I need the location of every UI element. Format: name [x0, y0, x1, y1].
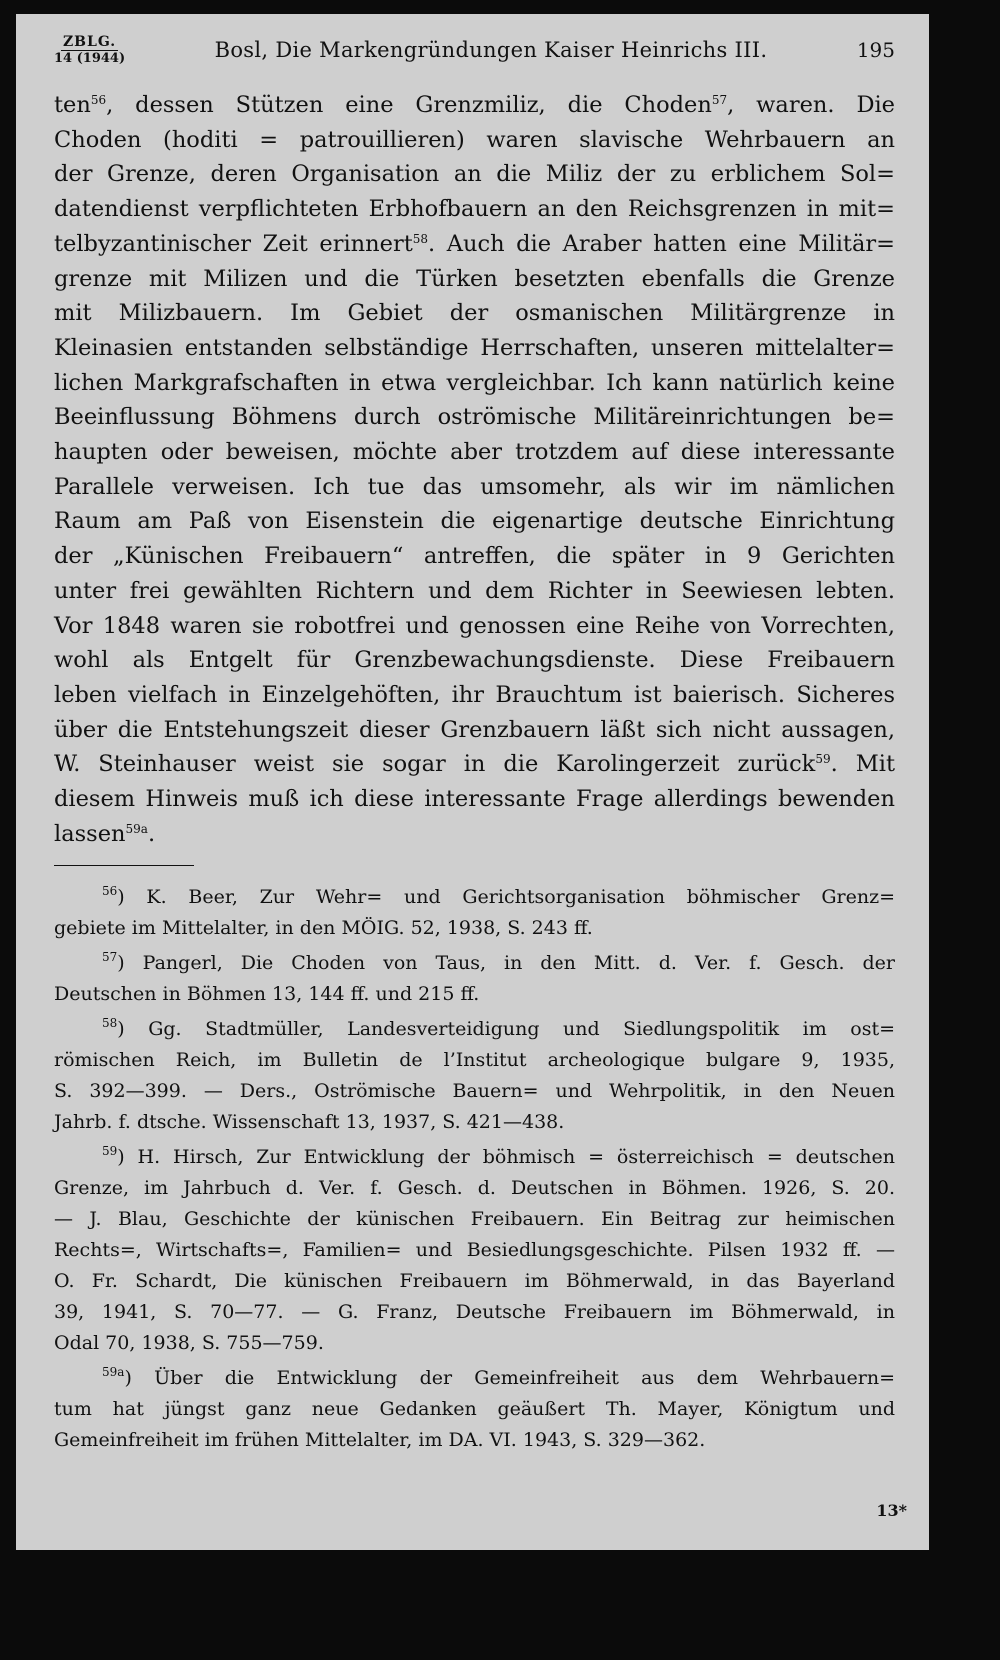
footnote-line — [54, 1266, 895, 1297]
footnote-line — [54, 1297, 895, 1328]
footnote-ref: 59a — [125, 821, 148, 836]
footnote-separator — [54, 865, 194, 866]
footnote-text: gebiete im Mittelalter, in den MÖIG. 52, 1938, S. 243 ff. — [54, 917, 593, 940]
body-line-text: ten — [54, 92, 91, 118]
body-line — [54, 747, 895, 782]
body-line — [54, 331, 895, 366]
footnote-number-value: 59 — [102, 1144, 118, 1159]
body-line — [54, 817, 895, 852]
footnote-line — [54, 1363, 895, 1394]
body-line-text: diesem Hinweis muß ich diese interessante Frage allerdings bewenden — [54, 786, 895, 813]
footnote-text: Pangerl, Die Choden von Taus, in den Mitt. d. Ver. f. Gesch. der — [142, 952, 895, 975]
body-line-text: lichen Markgrafschaften in etwa vergleichbar. Ich kann natürlich keine — [54, 369, 895, 396]
footnote-number-value: 57 — [102, 950, 118, 965]
body-line-text: Vor 1848 waren sie robotfrei und genossen eine Reihe von Vorrechten, — [54, 612, 895, 639]
body-line — [54, 435, 895, 470]
body-line — [54, 539, 895, 574]
footnote — [54, 882, 895, 944]
footnote-line — [54, 1107, 895, 1138]
footnote-line — [54, 1235, 895, 1266]
footnote-text: Deutschen in Böhmen 13, 144 ff. und 215 ff. — [54, 983, 480, 1006]
body-line-text: wohl als Entgelt für Grenzbewachungsdienste. Diese Freibauern — [54, 647, 895, 674]
footnote-line — [54, 948, 895, 979]
footnote-number: $^{59}$) — [102, 1144, 138, 1169]
body-line-text: grenze mit Milizen und die Türken besetzten ebenfalls die Grenze — [54, 265, 895, 292]
footnote-number-value: 56 — [102, 884, 118, 899]
footnote-line — [54, 1014, 895, 1045]
body-line-text: , dessen Stützen eine Grenzmiliz, die Choden — [106, 92, 712, 118]
body-line-text: telbyzantinischer Zeit erinnert — [54, 230, 413, 257]
body-line — [54, 782, 895, 817]
body-line-text: Raum am Paß von Eisenstein die eigenartige deutsche Einrichtung — [54, 508, 895, 535]
document-page — [16, 14, 929, 1550]
journal-abbreviation: ZBLG. — [62, 34, 117, 50]
footnote-line — [54, 979, 895, 1010]
body-line-text: . — [147, 820, 156, 847]
body-line — [54, 400, 895, 435]
body-line-text: datendienst verpflichteten Erbhofbauern an den Reichsgrenzen in mit= — [54, 196, 895, 223]
footnote-text: — J. Blau, Geschichte der künischen Freibauern. Ein Beitrag zur heimischen — [54, 1208, 895, 1231]
footnote-line — [54, 1204, 895, 1235]
footnote-number: $^{56}$) — [102, 884, 147, 909]
footnote-text: Gemeinfreiheit im frühen Mittelalter, im DA. VI. 1943, S. 329—362. — [54, 1429, 706, 1452]
body-line — [54, 643, 895, 678]
body-line-text: . Auch die Araber hatten eine Militär= — [428, 230, 895, 257]
footnote-text: Grenze, im Jahrbuch d. Ver. f. Gesch. d. Deutschen in Böhmen. 1926, S. 20. — [54, 1177, 895, 1200]
running-title: Bosl, Die Markengründungen Kaiser Heinrichs III. — [214, 38, 768, 62]
body-line-text: , waren. Die — [727, 92, 895, 118]
body-line-text: Choden (hoditi = patrouillieren) waren slavische Wehrbauern an — [54, 126, 895, 153]
body-line — [54, 192, 895, 227]
body-line — [54, 123, 895, 158]
body-line-text: der „Künischen Freibauern“ antreffen, die später in 9 Gerichten — [54, 543, 895, 570]
page-header — [54, 32, 895, 86]
footnote-line — [54, 1076, 895, 1107]
footnote-line — [54, 1045, 895, 1076]
body-line-text: unter frei gewählten Richtern und dem Richter in Seewiesen lebten. — [54, 577, 895, 604]
footnote-number: $^{57}$) — [102, 950, 143, 975]
footnote — [54, 1363, 895, 1456]
footnote-text: 39, 1941, S. 70—77. — G. Franz, Deutsche Freibauern im Böhmerwald, in — [54, 1301, 895, 1324]
footnote-line — [54, 1394, 895, 1425]
footnote-text: K. Beer, Zur Wehr= und Gerichtsorganisation böhmischer Grenz= — [146, 886, 896, 909]
footnote-ref: 56 — [90, 93, 107, 107]
footnote-text: Jahrb. f. dtsche. Wissenschaft 13, 1937, S. 421—438. — [54, 1111, 565, 1134]
body-line — [54, 574, 895, 609]
footnote — [54, 1142, 895, 1359]
body-line-text: leben vielfach in Einzelgehöften, ihr Brauchtum ist baierisch. Sicheres — [54, 681, 895, 708]
body-line — [54, 157, 895, 192]
footnote-line — [54, 1142, 895, 1173]
body-line-text: Parallele verweisen. Ich tue das umsomehr, als wir im nämlichen — [54, 473, 895, 500]
footnote-ref: 59 — [815, 752, 831, 767]
body-line — [54, 713, 895, 748]
body-line — [54, 609, 895, 644]
footnote-line — [54, 1173, 895, 1204]
sheet-signature: 13* — [876, 1501, 907, 1520]
footnote-text: Gg. Stadtmüller, Landesverteidigung und Siedlungspolitik im ost= — [148, 1018, 896, 1041]
footnote-text: Rechts=, Wirtschafts=, Familien= und Besiedlungsgeschichte. Pilsen 1932 ff. — — [54, 1239, 895, 1262]
footnote — [54, 948, 895, 1010]
footnotes — [54, 882, 895, 1456]
footnote-text: Über die Entwicklung der Gemeinfreiheit aus dem Wehrbauern= — [154, 1367, 895, 1390]
footnote-line — [54, 913, 895, 944]
footnote-number: $^{58}$) — [102, 1016, 149, 1041]
body-line — [54, 262, 895, 297]
footnote-text: S. 392—399. — Ders., Oströmische Bauern= und Wehrpolitik, in den Neuen — [54, 1080, 895, 1103]
body-line — [54, 504, 895, 539]
body-line — [54, 296, 895, 331]
body-line — [54, 678, 895, 713]
footnote-number: $^{59a}$) — [102, 1365, 155, 1390]
body-line-text: lassen — [54, 820, 126, 847]
body-line-text: Beeinflussung Böhmens durch oströmische Militäreinrichtungen be= — [54, 404, 895, 431]
footnote-line — [54, 1328, 895, 1359]
footnote-number-value: 58 — [102, 1016, 118, 1031]
body-line — [54, 227, 895, 262]
body-paragraph — [54, 88, 895, 851]
body-line-text: W. Steinhauser weist sie sogar in die Karolingerzeit zurück — [54, 751, 816, 778]
footnote-line — [54, 882, 895, 913]
body-line-text: mit Milizbauern. Im Gebiet der osmanischen Militärgrenze in — [54, 300, 895, 327]
journal-reference — [54, 34, 125, 67]
page-number: 195 — [856, 38, 895, 62]
footnote-text: H. Hirsch, Zur Entwicklung der böhmisch = österreichisch = deutschen — [137, 1146, 896, 1169]
footnote-text: Odal 70, 1938, S. 755—759. — [54, 1332, 324, 1355]
footnote-text: tum hat jüngst ganz neue Gedanken geäußert Th. Mayer, Königtum und — [54, 1398, 895, 1421]
body-line-text: über die Entstehungszeit dieser Grenzbauern läßt sich nicht aussagen, — [54, 716, 895, 743]
body-line — [54, 88, 895, 123]
footnote — [54, 1014, 895, 1138]
body-line-text: Kleinasien entstanden selbständige Herrschaften, unseren mittelalter= — [54, 334, 895, 361]
footnote-ref: 58 — [412, 231, 429, 246]
footnote-ref: 57 — [711, 93, 728, 107]
footnote-text: römischen Reich, im Bulletin de l’Institut archeologique bulgare 9, 1935, — [54, 1049, 895, 1072]
body-line-text: . Mit — [830, 751, 895, 778]
body-line-text: der Grenze, deren Organisation an die Miliz der zu erblichem Sol= — [54, 161, 895, 188]
body-line — [54, 470, 895, 505]
footnote-line — [54, 1425, 895, 1456]
footnote-number-value: 59a — [102, 1365, 125, 1380]
body-line-text: haupten oder beweisen, möchte aber trotzdem auf diese interessante — [54, 439, 895, 466]
journal-volume: 14 (1944) — [54, 51, 126, 66]
footnote-text: O. Fr. Schardt, Die künischen Freibauern im Böhmerwald, in das Bayerland — [54, 1270, 895, 1293]
body-line — [54, 366, 895, 401]
